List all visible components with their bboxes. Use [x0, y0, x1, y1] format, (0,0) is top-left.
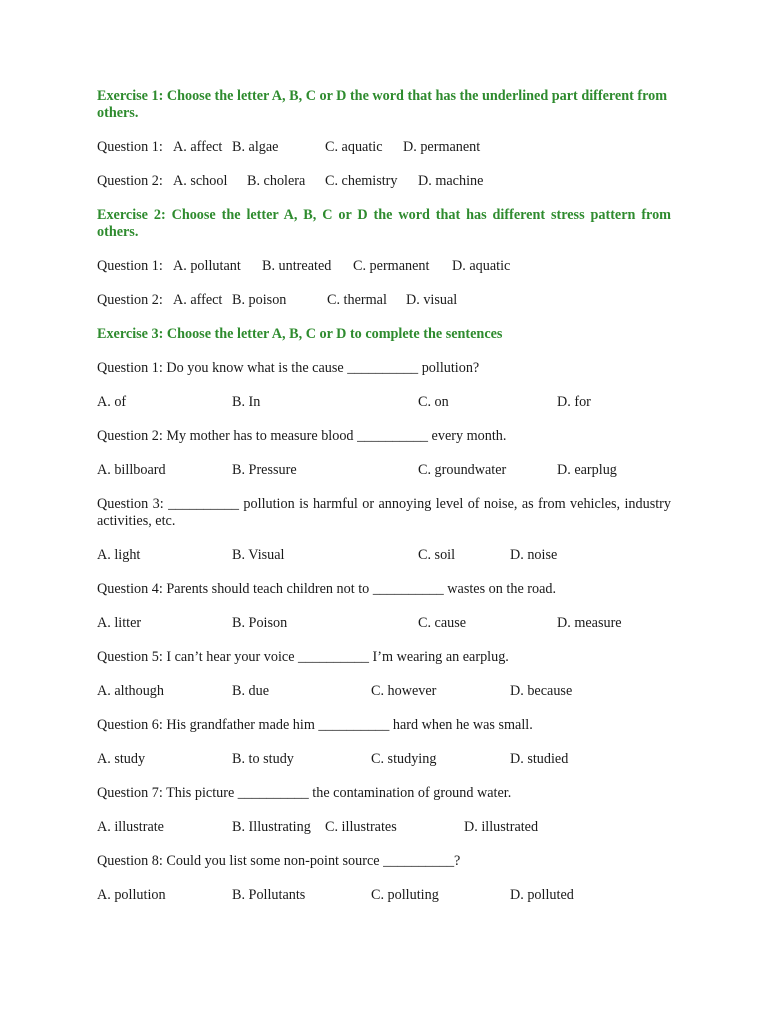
option-b: B. Illustrating	[232, 819, 311, 835]
option-b: B. Pollutants	[232, 887, 306, 903]
exercise-2-title: Exercise 2: Choose the letter A, B, C or D the word that has different stress pattern from others.	[97, 207, 671, 240]
ex3-question-5-options	[97, 683, 671, 700]
option-c: C. chemistry	[325, 173, 398, 189]
option-a: A. study	[97, 751, 146, 767]
ex3-question-6-options	[97, 751, 671, 768]
option-c: C. thermal	[327, 292, 387, 308]
option-b: B. In	[232, 394, 261, 410]
ex3-question-7-text: Question 7: This picture __________ the contamination of ground water.	[97, 785, 512, 801]
ex1-question-1	[97, 139, 671, 156]
ex3-question-8-options	[97, 887, 671, 904]
ex3-question-6-text: Question 6: His grandfather made him __________ hard when he was small.	[97, 717, 533, 733]
option-d: D. for	[557, 394, 591, 410]
option-c: C. permanent	[353, 258, 430, 274]
option-c: C. however	[371, 683, 437, 699]
option-c: C. studying	[371, 751, 437, 767]
ex2-question-2	[97, 292, 671, 309]
option-c: C. aquatic	[325, 139, 383, 155]
option-d: D. polluted	[510, 887, 574, 903]
option-a: A. light	[97, 547, 141, 563]
option-d: D. measure	[557, 615, 622, 631]
option-d: D. visual	[406, 292, 458, 308]
option-c: C. illustrates	[325, 819, 397, 835]
option-a: A. billboard	[97, 462, 166, 478]
option-d: D. machine	[418, 173, 484, 189]
option-a: A. although	[97, 683, 164, 699]
ex3-question-8-text: Question 8: Could you list some non-point source __________?	[97, 853, 461, 869]
ex3-question-1-options	[97, 394, 671, 411]
exercise-3-title: Exercise 3: Choose the letter A, B, C or D to complete the sentences	[97, 326, 503, 342]
option-a: A. of	[97, 394, 127, 410]
ex3-question-2-options	[97, 462, 671, 479]
option-c: C. polluting	[371, 887, 439, 903]
option-c: C. soil	[418, 547, 456, 563]
question-label: Question 1:	[97, 139, 163, 155]
option-c: C. cause	[418, 615, 467, 631]
option-a: A. affect	[173, 292, 223, 308]
option-d: D. studied	[510, 751, 569, 767]
ex3-question-7-options	[97, 819, 671, 836]
option-b: B. to study	[232, 751, 294, 767]
ex3-question-3-options	[97, 547, 671, 564]
option-d: D. noise	[510, 547, 558, 563]
option-a: A. illustrate	[97, 819, 164, 835]
option-a: A. litter	[97, 615, 142, 631]
ex3-question-1-text: Question 1: Do you know what is the cause __________ pollution?	[97, 360, 480, 376]
question-label: Question 1:	[97, 258, 163, 274]
option-b: B. due	[232, 683, 270, 699]
ex1-question-2	[97, 173, 671, 190]
option-a: A. affect	[173, 139, 223, 155]
option-b: B. cholera	[247, 173, 306, 189]
option-d: D. permanent	[403, 139, 481, 155]
option-b: B. poison	[232, 292, 287, 308]
option-c: C. on	[418, 394, 449, 410]
option-d: D. earplug	[557, 462, 617, 478]
option-b: B. algae	[232, 139, 279, 155]
ex3-question-2-text: Question 2: My mother has to measure blood __________ every month.	[97, 428, 507, 444]
ex3-question-4-options	[97, 615, 671, 632]
option-d: D. aquatic	[452, 258, 511, 274]
ex2-question-1	[97, 258, 671, 275]
option-b: B. untreated	[262, 258, 332, 274]
option-b: B. Pressure	[232, 462, 297, 478]
option-a: A. school	[173, 173, 228, 189]
ex3-question-4-text: Question 4: Parents should teach children not to __________ wastes on the road.	[97, 581, 557, 597]
question-label: Question 2:	[97, 173, 163, 189]
question-label: Question 2:	[97, 292, 163, 308]
exercise-1-title: Exercise 1: Choose the letter A, B, C or D the word that has the underlined part different from others.	[97, 88, 668, 121]
ex3-question-5-text: Question 5: I can’t hear your voice __________ I’m wearing an earplug.	[97, 649, 509, 665]
option-c: C. groundwater	[418, 462, 507, 478]
option-b: B. Poison	[232, 615, 288, 631]
worksheet-content	[97, 88, 671, 921]
ex3-question-3-text: Question 3: __________ pollution is harmful or annoying level of noise, as from vehicles, industry activities, etc.	[97, 496, 671, 529]
option-a: A. pollution	[97, 887, 166, 903]
option-b: B. Visual	[232, 547, 285, 563]
option-d: D. illustrated	[464, 819, 539, 835]
option-d: D. because	[510, 683, 573, 699]
option-a: A. pollutant	[173, 258, 241, 274]
